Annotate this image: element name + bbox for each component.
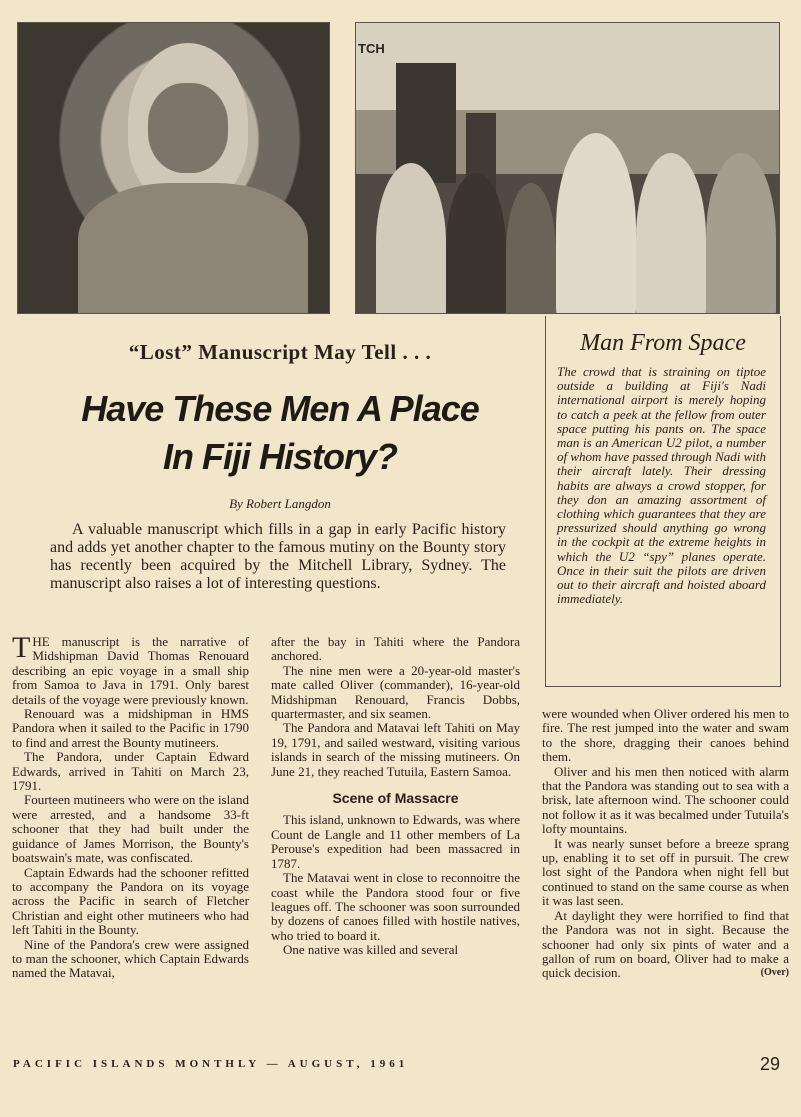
col2-paragraph: after the bay in Tahiti where the Pandora anchored. [271, 634, 520, 664]
continued-over: (Over) [760, 967, 789, 979]
col1-paragraph: Nine of the Pandora's crew were assigned to man the schooner, which Captain Edwards named the Matavai, [12, 936, 249, 981]
col1-paragraph: Fourteen mutineers who were on the island were arrested, and a handsome 33-ft schooner that they had built under the guidance of James Morrison, the Bounty's boatswain's mate, was confiscated. [12, 792, 249, 866]
photo-space-suit-pilot [17, 22, 330, 314]
drop-cap: T [12, 631, 31, 664]
col1-paragraph: The Pandora, under Captain Edward Edwards, arrived in Tahiti on March 23, 1791. [12, 749, 249, 794]
col2-paragraph: The Pandora and Matavai left Tahiti on May 19, 1791, and sailed westward, visiting various islands in search of the missing mutineers. On June 21, they reached Tutuila, Eastern Samoa. [271, 720, 520, 779]
column-3 [542, 707, 789, 981]
col1-paragraph: Captain Edwards had the schooner refitted to accompany the Pandora on its voyage across the Pacific in search of Fletcher Christian and eight other mutineers who had left Tahiti in the Bounty. [12, 864, 249, 938]
crowd-person [506, 183, 556, 314]
col3-paragraph: At daylight they were horrified to find that the Pandora was not in sight. Because the schooner had only six pints of water and a gallon of rum on board, Oliver had to make a quick decision. (Over) [542, 907, 789, 981]
crowd-person [556, 133, 636, 314]
sidebar-title: Man From Space [580, 330, 746, 356]
byline: By Robert Langdon [229, 496, 331, 511]
intro-paragraph: A valuable manuscript which fills in a gap in early Pacific history and adds yet another chapter to the famous mutiny on the Bounty story has recently been acquired by the Mitchell Library, Sydney. The manuscript also raises a lot of interesting questions. [50, 521, 506, 592]
headline-line-2: In Fiji History? [162, 436, 397, 477]
crowd-person [636, 153, 706, 314]
photo-airport-crowd [355, 22, 780, 314]
suit-body [78, 183, 308, 314]
col3-paragraph: Oliver and his men then noticed with alarm that the Pandora was standing out to sea with a brisk, late afternoon wind. The schooner could not follow it as it was becalmed under Tutuila's lofty mountains. [542, 763, 789, 837]
subhead-scene-of-massacre: Scene of Massacre [332, 790, 459, 807]
page-number: 29 [760, 1054, 781, 1074]
crowd-person [376, 163, 446, 314]
col2-paragraph: This island, unknown to Edwards, was where Count de Langle and 11 other members of La Perouse's expedition had been massacred in 1787. [271, 812, 520, 871]
crowd-person [446, 173, 506, 314]
headline-line-1: Have These Men A Place [81, 388, 479, 429]
sidebar-text: The crowd that is straining on tiptoe outside a building at Fiji's Nadi international airport is merely hoping to catch a peek at the fellow from outer space putting his pants on. The space man is an American U2 pilot, a number of whom have passed through Nadi with their aircraft lately. Their dressing habits are always a crowd stopper, for they don an amazing assortment of clothing which guarantees that they are pressurized should anything go wrong in the cockpit at the extreme heights in which the U2 “spy” planes operate. Once in their suit the pilots are driven out to their aircraft and hoisted aboard immediately. [557, 364, 766, 607]
col2-paragraph: The nine men were a 20-year-old master's mate called Oliver (commander), 16-year-old Midshipman Renouard, Francis Dobbs, quartermaster, and six seamen. [271, 662, 520, 722]
col3-paragraph: were wounded when Oliver ordered his men to fire. The rest jumped into the water and swam to the shore, dragging their canoes behind them. [542, 706, 789, 765]
col1-paragraph: THE manuscript is the narrative of Midshipman David Thomas Renouard describing an epic voyage in a small ship from Samoa to Java in 1791. Only barest details of the voyage were previously known. [12, 631, 249, 707]
col2-paragraph: The Matavai went in close to reconnoitre the coast while the Pandora stood four or five leagues off. The schooner was soon surrounded by dozens of canoes filled with hostile natives, who tried to board it. [271, 870, 520, 943]
col3-paragraph: It was nearly sunset before a breeze sprang up, enabling it to set off in pursuit. The crew lost sight of the Pandora when night fell but continued to stand on the same course as when it was last seen. [542, 835, 789, 909]
article-kicker: “Lost” Manuscript May Tell . . . [128, 340, 432, 364]
column-2 [271, 635, 520, 958]
visor [148, 83, 228, 173]
building-sign: TCH [358, 41, 385, 56]
crowd-person [706, 153, 776, 314]
column-1 [12, 631, 249, 981]
magazine-footer: PACIFIC ISLANDS MONTHLY — AUGUST, 1961 [13, 1058, 409, 1070]
col1-paragraph: Renouard was a midshipman in HMS Pandora when it sailed to the Pacific in 1790 to find and arrest the Bounty mutineers. [12, 706, 249, 750]
col2-paragraph: One native was killed and several [283, 942, 459, 958]
